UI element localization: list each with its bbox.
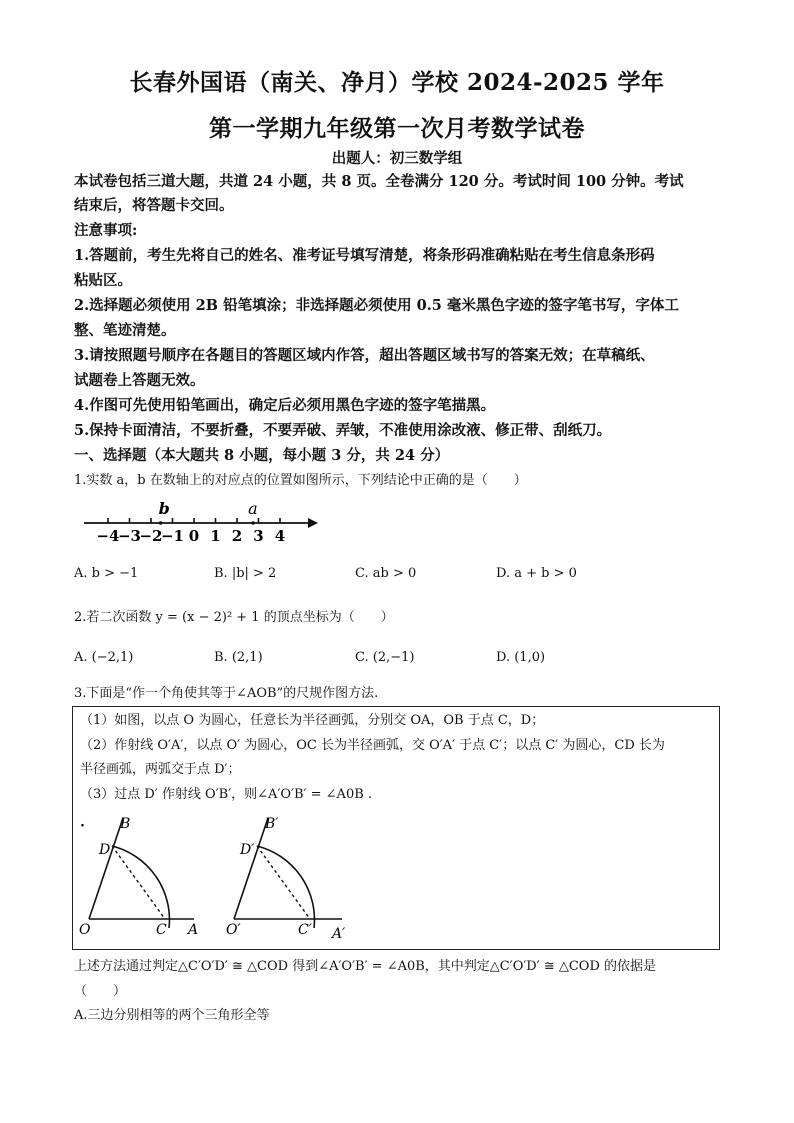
arc-c1d1 [257,846,314,928]
q3-step1: （1）如图，以点 O 为圆心，任意长为半径画弧，分别交 OA，OB 于点 C，D； [80,713,545,728]
q3-blank: （ ） [74,984,127,999]
number-line-tick-label: 3 [253,527,264,545]
notice-1b: 粘贴区。 [74,272,132,289]
label-o: O [79,922,91,938]
stray-dot: · [80,818,85,834]
q2-stem: 2.若二次函数 y = (x − 2)² + 1 的顶点坐标为（ ） [74,610,394,625]
q3-stem: 3.下面是“作一个角使其等于∠AOB”的尺规作图方法. [74,686,379,701]
arc-cd [112,846,169,928]
label-b1: B′ [265,816,279,832]
notice-2a: 2.选择题必须使用 2B 铅笔填涂；非选择题必须使用 0.5 毫米黑色字迹的签字笔书写，字体工 [74,297,679,314]
figure-angle-a1o1b1 [226,816,346,942]
section1-heading: 一、选择题（本大题共 8 小题，每小题 3 分，共 24 分） [74,447,450,464]
q3-step3: （3）过点 D′ 作射线 O′B′，则∠A′O′B′ = ∠A0B . [80,787,373,802]
number-line-tick-label: 2 [231,527,243,545]
notice-3a: 3.请按照题号顺序在各题目的答题区域内作答，超出答题区域书写的答案无效；在草稿纸、 [74,347,655,364]
number-line-tick-label: −1 [160,527,185,545]
q1-option-a: A. b > −1 [74,566,139,581]
number-line-tick-label: 0 [188,527,200,545]
number-line-tick-label: 4 [274,527,286,545]
point-b-label: b [158,499,170,518]
q1-option-b: B. |b| > 2 [214,566,277,581]
exam-title-line1: 长春外国语（南关、净月）学校 2024-2025 学年 [129,69,665,96]
label-c: C [156,922,167,938]
intro-line1: 本试卷包括三道大题，共道 24 小题，共 8 页。全卷满分 120 分。考试时间 100 分钟。考试 [74,173,684,190]
q3-step2a: （2）作射线 O′A′，以点 O′ 为圆心，OC 长为半径画弧，交 O′A′ 于点 C′；以点 C′ 为圆心，CD 长为 [80,738,665,753]
exam-author: 出题人：初三数学组 [331,150,463,167]
label-a1: A′ [332,926,346,942]
number-line-tick-labels [96,527,285,545]
q3-figures [74,808,714,948]
ray-o1b1 [234,818,268,919]
number-line-tick-label: 1 [210,527,221,545]
label-o1: O′ [226,922,241,938]
notice-3b: 试题卷上答题无效。 [74,372,205,389]
point-b-dot [159,521,163,525]
q2-option-a: A. (−2,1) [74,650,134,665]
exam-title-line2: 第一学期九年级第一次月考数学试卷 [209,115,585,142]
q3-option-a: A.三边分别相等的两个三角形全等 [74,1008,270,1023]
q2-option-b: B. (2,1) [214,650,263,665]
q2-option-d: D. (1,0) [496,650,546,665]
intro-line2: 结束后，将答题卡交回。 [74,197,234,214]
label-c1: C′ [298,922,312,938]
notice-title: 注意事项: [74,222,138,239]
q1-number-line [80,496,330,546]
number-line-tick-label: −3 [117,527,142,545]
segment-c1d1 [257,846,310,919]
segment-cd [112,846,165,919]
q3-conclusion: 上述方法通过判定△C′O′D′ ≅ △COD 得到∠A′O′B′ = ∠A0B，其中判定△C′O′D′ ≅ △COD 的依据是 [74,959,656,974]
number-line-arrow [308,518,318,528]
q1-stem: 1.实数 a，b 在数轴上的对应点的位置如图所示，下列结论中正确的是（ ） [74,473,527,488]
point-a-label: a [248,499,258,518]
label-d1: D′ [240,842,255,858]
ray-ob [89,818,123,919]
label-d: D [99,842,111,858]
notice-5: 5.保持卡面清洁，不要折叠，不要弄破、弄皱，不准使用涂改液、修正带、刮纸刀。 [74,422,612,439]
number-line-tick-label: −2 [139,527,163,545]
number-line-tick-label: −4 [96,527,120,545]
q1-option-d: D. a + b > 0 [496,566,577,581]
notice-1a: 1.答题前，考生先将自己的姓名、准考证号填写清楚，将条形码准确粘贴在考生信息条形码 [74,247,655,264]
q2-option-c: C. (2,−1) [355,650,415,665]
label-a: A [188,922,199,938]
label-b: B [120,816,131,832]
notice-2b: 整、笔迹清楚。 [74,322,176,339]
point-a-dot [251,521,255,525]
q3-step2b: 半径画弧，两弧交于点 D′； [80,762,241,777]
q1-option-c: C. ab > 0 [355,566,417,581]
notice-4: 4.作图可先使用铅笔画出，确定后必须用黑色字迹的签字笔描黑。 [74,397,496,414]
figure-angle-aob [79,816,198,938]
